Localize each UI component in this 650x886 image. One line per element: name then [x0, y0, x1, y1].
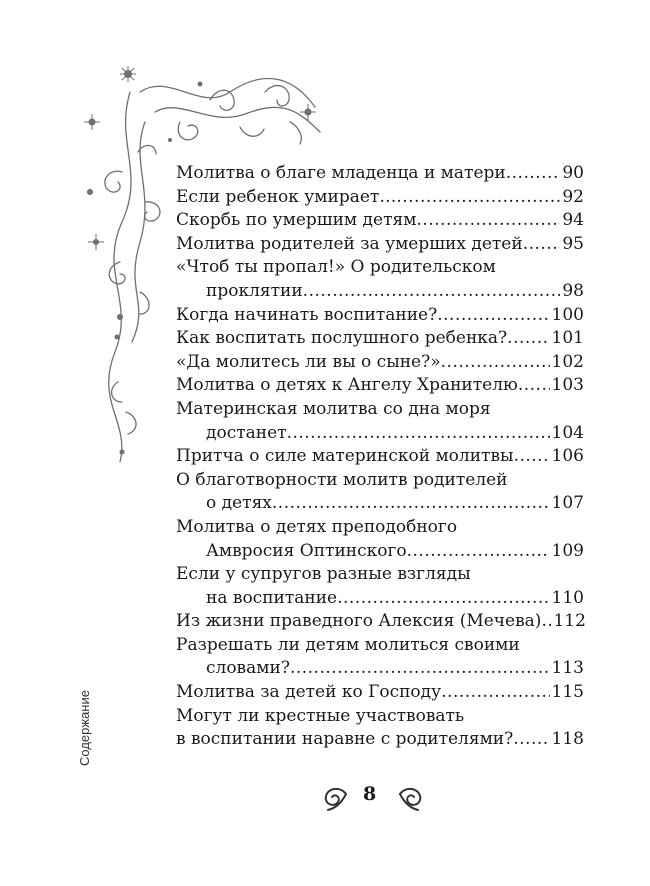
- toc-entry-title: в воспитании наравне с родителями?: [176, 729, 514, 750]
- dot-leader: [518, 374, 550, 398]
- toc-page-number: 110: [551, 587, 584, 608]
- toc-entry-line-last: [176, 728, 584, 752]
- dot-leader: [523, 233, 561, 257]
- dot-leader: [272, 492, 550, 516]
- toc-entry-title: Если ребенок умирает…: [176, 186, 397, 207]
- toc-entry-line: [176, 705, 584, 729]
- toc-entry: [176, 209, 584, 233]
- toc-entry-line-last: [176, 657, 584, 681]
- toc-entry-title: Скорбь по умершим детям: [176, 210, 417, 231]
- toc-entry-title: Притча о силе материнской молитвы: [176, 446, 514, 467]
- toc-entry-title: Молитва за детей ко Господу: [176, 682, 442, 703]
- toc-entry-line: [176, 469, 584, 493]
- toc-entry-title: Когда начинать воспитание?: [176, 304, 438, 325]
- toc-entry-title: на воспитание: [206, 587, 338, 608]
- toc-page-number: 100: [551, 304, 584, 325]
- toc-entry: [176, 351, 584, 375]
- dot-leader: [513, 728, 549, 752]
- toc-page-number: 95: [562, 233, 584, 254]
- toc-page-number: 106: [551, 446, 584, 467]
- dot-leader: [437, 304, 549, 328]
- toc-page-number: 90: [562, 163, 584, 183]
- toc-entry: [176, 327, 584, 351]
- toc-entry-title: проклятии: [206, 280, 303, 301]
- toc-entry-line: [176, 398, 584, 422]
- toc-entry-line-last: [176, 186, 584, 210]
- toc-entry-title: «Да молитесь ли вы о сыне?»: [176, 351, 441, 372]
- toc-page-number: 113: [551, 658, 584, 679]
- toc-entry: [176, 681, 584, 705]
- page-number: 8: [363, 783, 377, 805]
- toc-entry-line-last: [176, 422, 584, 446]
- toc-entry: [176, 374, 584, 398]
- toc-entry-title: о детях: [206, 493, 272, 514]
- toc-entry: [176, 563, 584, 610]
- toc-entry-title: Молитва о детях к Ангелу Хранителю: [176, 375, 518, 396]
- dot-leader: [507, 327, 549, 351]
- toc-entry: [176, 233, 584, 257]
- dot-leader: [416, 209, 560, 233]
- toc-page-number: 112: [553, 611, 586, 632]
- toc-entry-line-last: [176, 374, 584, 398]
- toc-entry: [176, 304, 584, 328]
- toc-entry-title: Могут ли крестные участвовать: [176, 705, 465, 726]
- toc-entry: [176, 705, 584, 752]
- toc-entry-title: Как воспитать послушного ребенка?: [176, 328, 508, 349]
- page-number-footer: [318, 780, 428, 814]
- toc-entry-line-last: [176, 540, 584, 564]
- toc-entry-line-last: [176, 492, 584, 516]
- toc-entry-title: О благотворности молитв родителей: [176, 469, 508, 490]
- toc-entry-line-last: [176, 209, 584, 233]
- toc-entry-line-last: [176, 327, 584, 351]
- toc-page-number: 98: [562, 280, 584, 301]
- toc-entry-title: Молитва о благе младенца и матери: [176, 163, 506, 183]
- dot-leader: [441, 351, 550, 375]
- toc-entry-title: Материнская молитва со дна моря: [176, 398, 491, 419]
- toc-entry-title: Амвросия Оптинского: [206, 540, 407, 561]
- dot-leader: [337, 587, 549, 611]
- dot-leader: [541, 610, 551, 634]
- dot-leader: [441, 681, 549, 705]
- toc-entry: [176, 162, 584, 186]
- section-side-label: Содержание: [77, 690, 92, 766]
- toc-entry-title: достанет: [206, 422, 287, 443]
- toc-entry-line-last: [176, 610, 584, 634]
- toc-entry-title: Молитва о детях преподобного: [176, 516, 458, 537]
- toc-entry-title: «Чтоб ты пропал!» О родительском: [176, 257, 496, 278]
- toc-entry-line-last: [176, 445, 584, 469]
- toc-entry-line-last: [176, 280, 584, 304]
- toc-page-number: 92: [562, 186, 584, 207]
- toc-entry-line-last: [176, 162, 584, 186]
- toc-entry: [176, 469, 584, 516]
- toc-entry: [176, 445, 584, 469]
- toc-entry-line-last: [176, 351, 584, 375]
- toc-entry-title: Если у супругов разные взгляды: [176, 564, 471, 585]
- dot-leader: [290, 657, 550, 681]
- toc-entry: [176, 256, 584, 303]
- toc-page-number: 102: [551, 351, 584, 372]
- toc-page-number: 115: [551, 682, 584, 703]
- table-of-contents: [176, 162, 584, 752]
- toc-entry: [176, 516, 584, 563]
- dot-leader: [287, 422, 550, 446]
- toc-page-number: 109: [551, 540, 584, 561]
- dot-leader: [514, 445, 550, 469]
- toc-entry-title: Разрешать ли детям молиться своими: [176, 634, 520, 655]
- toc-entry-title: Из жизни праведного Алексия (Мечева): [176, 611, 542, 632]
- toc-entry-line: [176, 634, 584, 658]
- dot-leader: [506, 162, 561, 186]
- toc-entry-line-last: [176, 233, 584, 257]
- dot-leader: [396, 186, 560, 210]
- toc-entry-line-last: [176, 587, 584, 611]
- toc-entry: [176, 186, 584, 210]
- toc-page-number: 94: [562, 210, 584, 231]
- dot-leader: [303, 280, 561, 304]
- toc-entry-line: [176, 563, 584, 587]
- toc-page-number: 118: [551, 729, 584, 750]
- toc-page-number: 101: [551, 328, 584, 349]
- toc-entry-title: словами?: [206, 658, 290, 679]
- toc-entry-line: [176, 256, 584, 280]
- toc-entry: [176, 610, 584, 634]
- toc-entry: [176, 398, 584, 445]
- toc-page-number: 103: [551, 375, 584, 396]
- toc-page-number: 107: [551, 493, 584, 514]
- toc-entry-line-last: [176, 681, 584, 705]
- toc-entry-line: [176, 516, 584, 540]
- toc-entry-title: Молитва родителей за умерших детей: [176, 233, 523, 254]
- toc-page-number: 104: [551, 422, 584, 443]
- toc-entry-line-last: [176, 304, 584, 328]
- dot-leader: [407, 540, 550, 564]
- toc-entry: [176, 634, 584, 681]
